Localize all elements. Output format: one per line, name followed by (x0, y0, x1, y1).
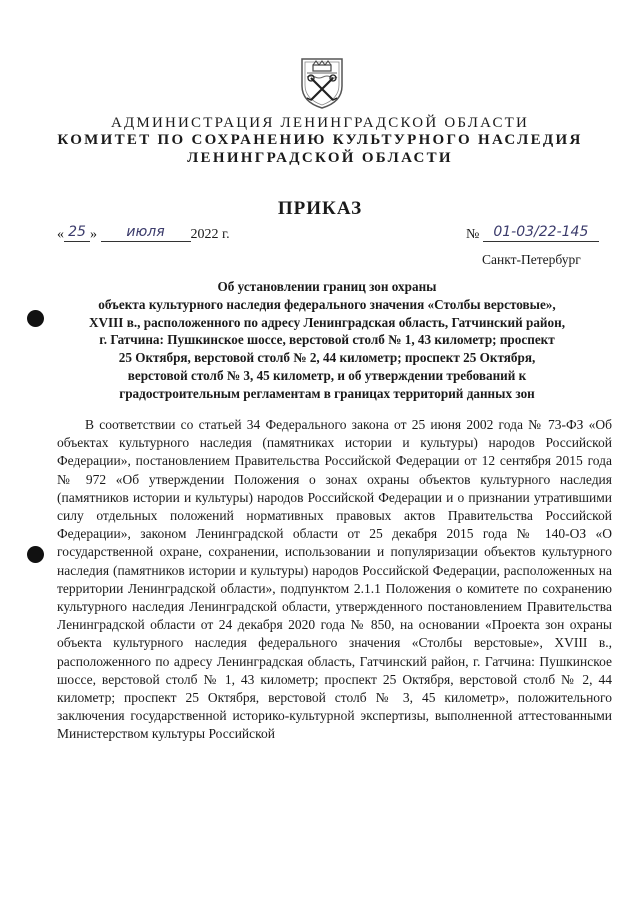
date-open-quote: « (57, 227, 64, 242)
date-month: июля (126, 224, 165, 240)
coat-of-arms-icon (299, 56, 345, 110)
date-close-quote: » (90, 227, 97, 242)
punch-hole (27, 310, 44, 327)
order-date (57, 226, 230, 248)
date-day-field (64, 224, 90, 242)
committee-region: ЛЕНИНГРАДСКОЙ ОБЛАСТИ (187, 150, 453, 166)
body-paragraph: В соответствии со статьей 34 Федерального закона от 25 июня 2002 года № 73-ФЗ «Об объектах культурного наследия (памятниках истории и культуры) народов Российской Федерации», постановлением Правительства Российской Федерации от 12 сентября 2015 года № 972 «Об утверждении Положения о зонах охраны объектов культурного наследия (памятников истории и культуры) народов Российской Федерации и о признании утратившими силу отдельных положений нормативных правовых актов Правительства Российской Федерации», законом Ленинградской области от 25 декабря 2015 года № 140-ОЗ «О государственной охране, сохранении, использовании и популяризации объектов культурного наследия (памятников истории и культуры) народов Российской Федерации, расположенных на территории Ленинградской области», подпунктом 2.1.1 Положения о комитете по сохранению культурного наследия Ленинградской области, утвержденного постановлением Правительства Ленинградской области от 24 декабря 2020 года № 850, на основании «Проекта зон охраны объекта культурного наследия федерального значения «Столбы верстовые», XVIII в., расположенного по адресу Ленинградская область, Гатчинский район, г. Гатчина: Пушкинское шоссе, верстовой столб № 1, 43 километр; проспект 25 Октября, верстовой столб № 2, 44 километр; проспект 25 Октября, верстовой столб № 3, 45 километр», положительного заключения государственной историко-культурной экспертизы, выполненной аттестованными Министерством культуры Российской (57, 417, 612, 742)
heading-line: 25 Октября, верстовой столб № 2, 44 километр; проспект 25 Октября, (118, 350, 536, 366)
number-label: № (466, 227, 480, 242)
committee-name: КОМИТЕТ ПО СОХРАНЕНИЮ КУЛЬТУРНОГО НАСЛЕДИЯ (57, 132, 583, 148)
date-year: 2022 г. (190, 227, 230, 242)
heading-line: градостроительным регламентам в границах территорий данных зон (119, 385, 535, 401)
heading-line: Об установлении границ зон охраны (217, 279, 437, 294)
heading-line: г. Гатчина: Пушкинское шоссе, верстовой столб № 1, 43 километр; проспект (99, 332, 555, 348)
city: Санкт-Петербург (482, 252, 581, 267)
heading-line: верстовой столб № 3, 45 километр, и об утверждении требований к (127, 367, 527, 383)
order-title: ПРИКАЗ (277, 198, 363, 219)
order-heading (28, 278, 626, 403)
administration-name: АДМИНИСТРАЦИЯ ЛЕНИНГРАДСКОЙ ОБЛАСТИ (110, 115, 530, 131)
number-value: 01-03/22-145 (493, 224, 589, 240)
date-month-field (101, 224, 191, 242)
order-number (466, 226, 599, 244)
date-day: 25 (68, 224, 86, 240)
heading-line: объекта культурного наследия федерального значения «Столбы верстовые», (98, 296, 556, 312)
number-field (483, 224, 599, 242)
heading-line: XVIII в., расположенного по адресу Ленинградская область, Гатчинский район, (88, 314, 566, 330)
punch-hole (27, 546, 44, 563)
